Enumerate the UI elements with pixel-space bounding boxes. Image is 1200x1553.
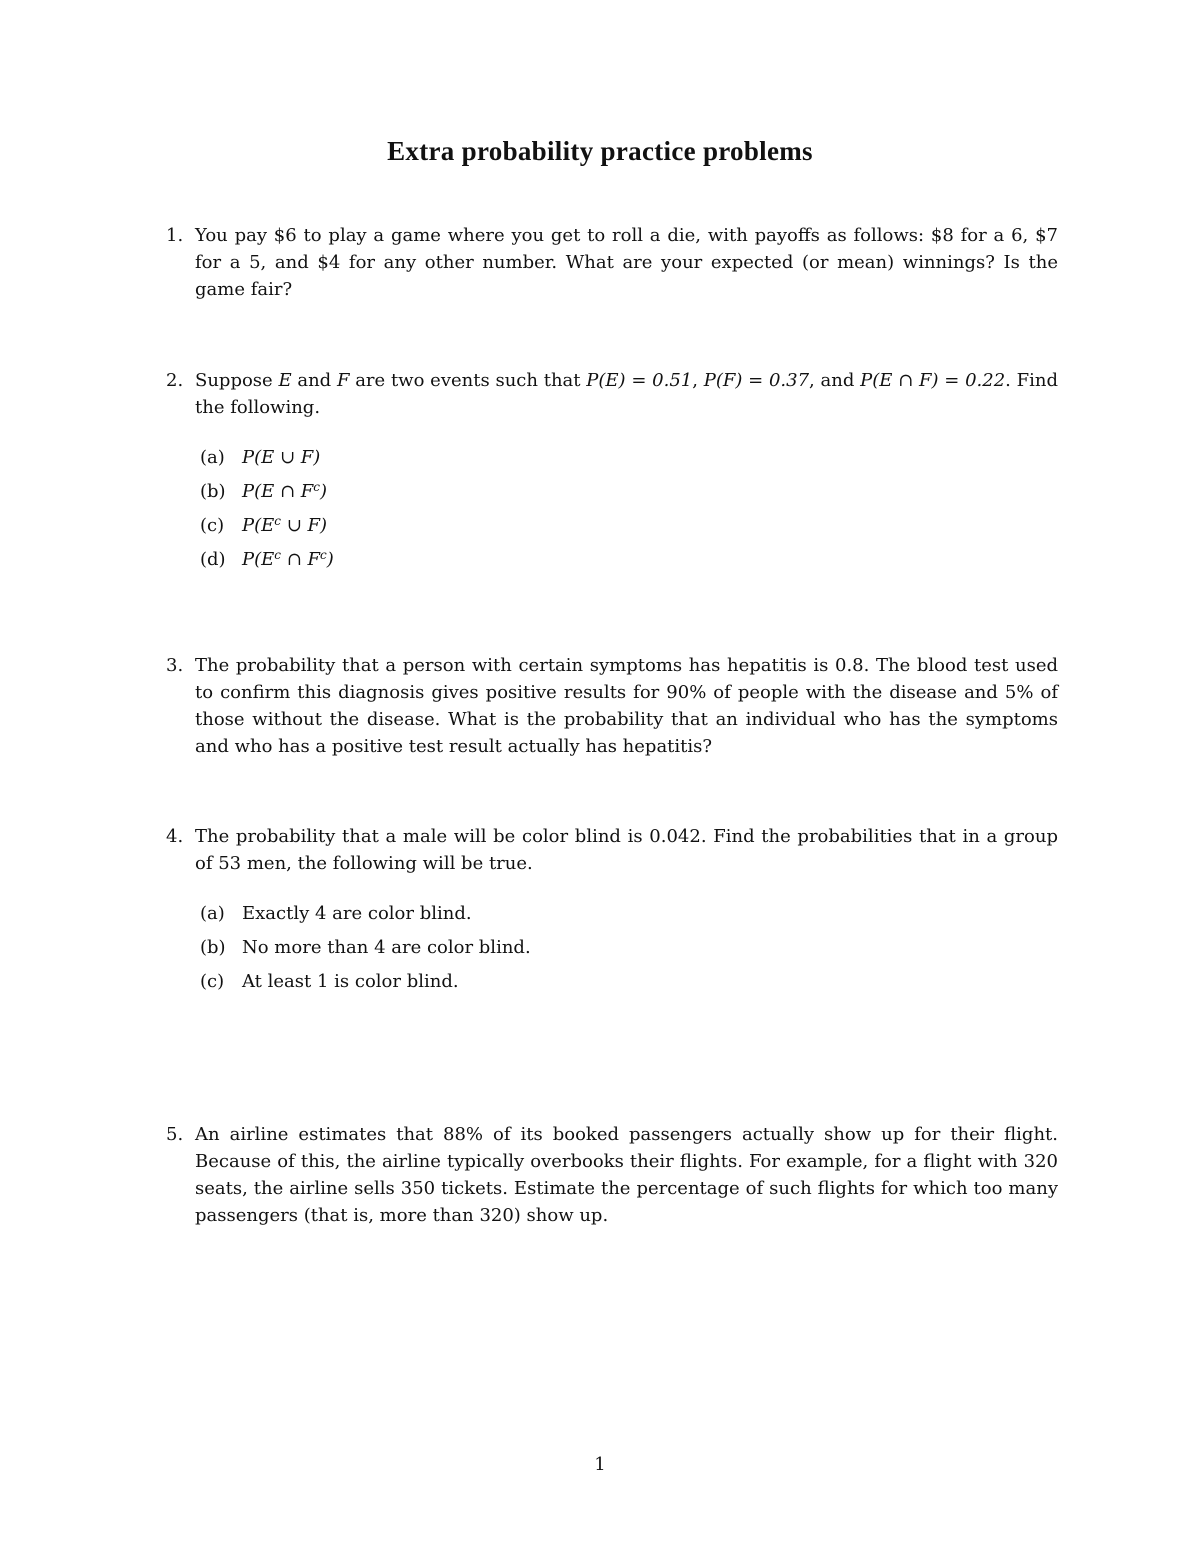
problem-text: The probability that a male will be color blind is 0.042. Find the probabilities that in a group of 53 men, the following will be true. [195,826,1058,874]
part-text: Exactly 4 are color blind. [242,903,472,924]
prob-f: P(F) = 0.37 [703,370,810,391]
part-label: (c) [200,971,225,992]
problem-1 [166,222,1058,303]
complement-mark: c [274,548,282,562]
problem-5 [166,1121,1058,1229]
part-expression: $P(E^c$ ∪ F) [242,514,328,536]
problem-4-part-c [200,968,459,995]
problem-3 [166,652,1058,760]
expression-segment: P(E [242,549,275,570]
prob-e-and-f: P(E ∩ F) = 0.22 [860,370,1006,391]
problem-number: 4. [166,826,184,847]
expression-segment: P(E ∩ F [242,481,314,502]
part-expression: P(E ∩ $F^c$) [242,480,328,502]
complement-mark: c [320,548,327,562]
prob-e: P(E) = 0.51 [586,370,693,391]
problem-text: An airline estimates that 88% of its booked passengers actually show up for their flight. Because of this, the airline typically overbooks their flights. For example, for a flight with 320 seats, the airline sells 350 tickets. Estimate the percentage of such flights for which too many passengers (that is, more than 320) show up. [195,1124,1058,1226]
part-text: At least 1 is color blind. [242,971,459,992]
part-label: (b) [200,937,226,958]
problem-4-part-b [200,934,531,961]
problem-number: 1. [166,225,184,246]
page-number: 1 [594,1454,606,1475]
text-segment: , [692,370,704,391]
problem-number: 2. [166,370,184,391]
part-label: (a) [200,447,225,468]
problem-text [195,367,1058,421]
part-expression: $P(E^c$ ∩ $F^c$) [242,548,334,570]
problem-4 [166,823,1058,877]
part-label: (a) [200,903,225,924]
problem-2-part-c [200,512,327,539]
event-f: F [336,370,350,391]
problem-4-part-a [200,900,472,927]
text-segment: are two events such that [349,370,587,391]
problem-2 [166,367,1058,421]
part-label: (c) [200,515,225,536]
complement-mark: c [274,514,282,528]
problem-2-part-b [200,478,327,505]
expression-segment: P(E [242,515,275,536]
problem-text: The probability that a person with certain symptoms has hepatitis is 0.8. The blood test used to confirm this diagnosis gives positive results for 90% of people with the disease and 5% of those without the disease. What is the probability that an individual who has the symptoms and who has a positive test result actually has hepatitis? [195,655,1058,757]
text-segment: , and [809,370,861,391]
text-segment: and [291,370,337,391]
part-label: (b) [200,481,226,502]
problem-2-part-a [200,444,320,471]
complement-mark: c [313,480,321,494]
part-text: No more than 4 are color blind. [242,937,531,958]
part-label: (d) [200,549,226,570]
problem-number: 5. [166,1124,184,1145]
page-title: Extra probability practice problems [387,136,813,166]
part-expression: P(E ∪ F) [242,447,321,468]
problem-number: 3. [166,655,184,676]
event-e: E [278,370,292,391]
text-segment: Suppose [195,370,279,391]
text-segment: . Find the following. [195,370,1058,418]
problem-2-part-d [200,546,334,573]
problem-text: You pay $6 to play a game where you get to roll a die, with payoffs as follows: $8 for a 6, $7 for a 5, and $4 for any other number. What are your expected (or mean) winnings? Is the game fair? [195,225,1058,300]
